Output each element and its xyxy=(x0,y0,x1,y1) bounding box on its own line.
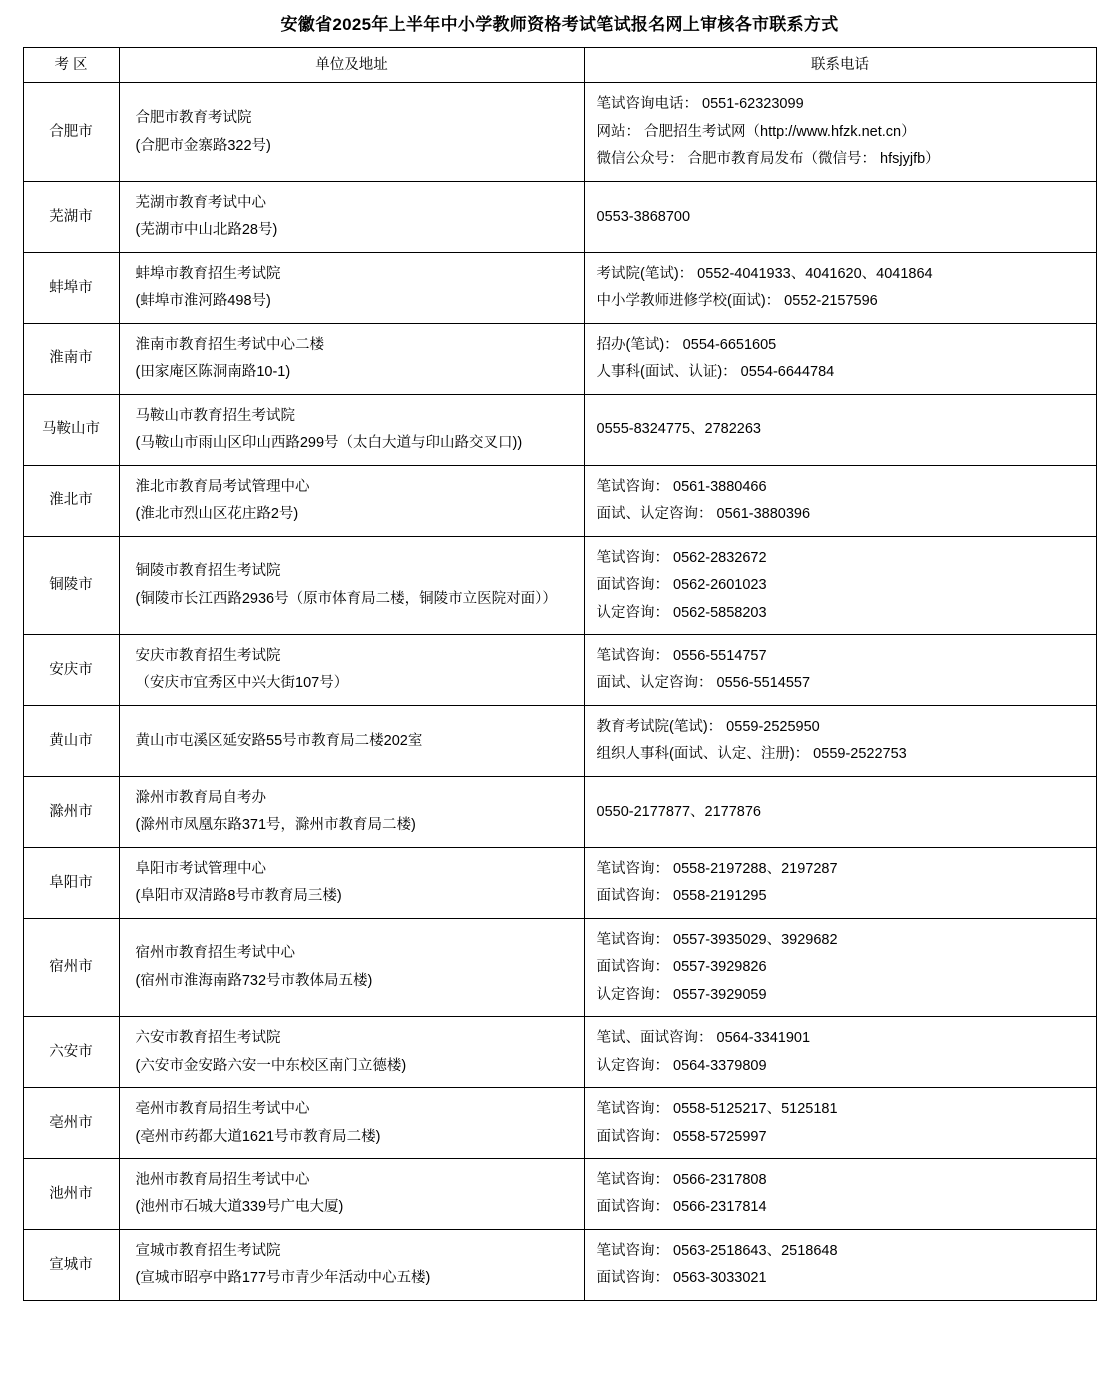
cell-phone xyxy=(584,323,1096,394)
table-header xyxy=(23,48,1096,83)
table-header-row xyxy=(23,48,1096,83)
phone-line: 笔试咨询： 0566-2317808 xyxy=(596,1172,767,1188)
unit-line: (阜阳市双清路8号市教育局三楼) xyxy=(135,888,342,905)
unit-line: 阜阳市考试管理中心 xyxy=(135,860,266,877)
cell-region: 宿州市 xyxy=(23,918,119,1016)
phone-line: 面试咨询： 0558-2191295 xyxy=(596,888,767,905)
cell-unit xyxy=(119,394,584,465)
cell-unit xyxy=(119,847,584,918)
cell-unit xyxy=(119,634,584,705)
table-row xyxy=(23,776,1096,847)
phone-line: 招办(笔试)： 0554-6651605 xyxy=(596,336,777,353)
unit-line: 铜陵市教育招生考试院 xyxy=(135,563,281,580)
column-header-unit: 单位及地址 xyxy=(119,48,584,83)
cell-unit xyxy=(119,323,584,394)
phone-line: 认定咨询： 0557-3929059 xyxy=(596,986,767,1003)
unit-line: (马鞍山市雨山区印山西路299号（太白大道与印山路交叉口)) xyxy=(135,435,523,452)
cell-phone xyxy=(584,1229,1096,1300)
phone-line: 0555-8324775、2782263 xyxy=(596,421,761,438)
unit-line: 芜湖市教育考试中心 xyxy=(135,194,266,211)
phone-line: 笔试咨询： 0557-3935029、3929682 xyxy=(596,931,838,948)
phone-line: 面试咨询： 0563-3033021 xyxy=(596,1270,767,1287)
cell-unit xyxy=(119,918,584,1016)
cell-region: 宣城市 xyxy=(23,1229,119,1300)
cell-region: 马鞍山市 xyxy=(23,394,119,465)
phone-line: 微信公众号： 合肥市教育局发布（微信号： hfsjyjfb） xyxy=(596,151,940,168)
table-row xyxy=(23,83,1096,181)
cell-phone xyxy=(584,1017,1096,1088)
phone-line: 面试咨询： 0562-2601023 xyxy=(596,577,767,594)
cell-phone xyxy=(584,465,1096,536)
cell-unit xyxy=(119,705,584,776)
cell-unit xyxy=(119,1229,584,1300)
column-header-region: 考 区 xyxy=(23,48,119,83)
phone-line: 组织人事科(面试、认定、注册)： 0559-2522753 xyxy=(596,746,907,763)
unit-line: (淮北市烈山区花庄路2号) xyxy=(135,506,299,523)
phone-line: 面试咨询： 0566-2317814 xyxy=(596,1199,767,1216)
phone-line: 人事科(面试、认证)： 0554-6644784 xyxy=(596,364,835,381)
cell-region: 铜陵市 xyxy=(23,536,119,634)
unit-line: (池州市石城大道339号广电大厦) xyxy=(135,1199,344,1216)
cell-phone xyxy=(584,252,1096,323)
phone-line: 中小学教师进修学校(面试)： 0552-2157596 xyxy=(596,293,878,310)
table-row xyxy=(23,465,1096,536)
table-row xyxy=(23,705,1096,776)
unit-line: (宿州市淮海南路732号市教体局五楼) xyxy=(135,972,373,989)
cell-phone xyxy=(584,181,1096,252)
cell-phone xyxy=(584,394,1096,465)
phone-line: 笔试咨询： 0558-2197288、2197287 xyxy=(596,860,838,877)
cell-phone xyxy=(584,1159,1096,1230)
unit-line: (合肥市金寨路322号) xyxy=(135,137,271,154)
table-row xyxy=(23,323,1096,394)
phone-line: 教育考试院(笔试)： 0559-2525950 xyxy=(596,718,820,735)
cell-phone xyxy=(584,776,1096,847)
cell-region: 安庆市 xyxy=(23,634,119,705)
unit-line: （安庆市宜秀区中兴大街107号） xyxy=(135,675,349,692)
unit-line: 蚌埠市教育招生考试院 xyxy=(135,265,281,282)
unit-line: 合肥市教育考试院 xyxy=(135,110,252,127)
cell-region: 滁州市 xyxy=(23,776,119,847)
unit-line: (芜湖市中山北路28号) xyxy=(135,222,278,239)
table-row xyxy=(23,918,1096,1016)
table-row xyxy=(23,394,1096,465)
cell-phone xyxy=(584,634,1096,705)
table-row xyxy=(23,536,1096,634)
unit-line: 淮南市教育招生考试中心二楼 xyxy=(135,336,324,353)
phone-line: 考试院(笔试)： 0552-4041933、4041620、4041864 xyxy=(596,265,933,282)
table-row xyxy=(23,1159,1096,1230)
phone-line: 笔试咨询： 0556-5514757 xyxy=(596,647,767,664)
cell-unit xyxy=(119,252,584,323)
unit-line: (亳州市药都大道1621号市教育局二楼) xyxy=(135,1128,381,1145)
phone-line: 笔试咨询： 0562-2832672 xyxy=(596,549,767,566)
cell-unit xyxy=(119,83,584,181)
table-row xyxy=(23,634,1096,705)
unit-line: (宣城市昭亭中路177号市青少年活动中心五楼) xyxy=(135,1270,431,1287)
unit-line: 安庆市教育招生考试院 xyxy=(135,647,281,664)
cell-region: 池州市 xyxy=(23,1159,119,1230)
cell-unit xyxy=(119,181,584,252)
phone-line: 笔试咨询电话： 0551-62323099 xyxy=(596,96,804,113)
cell-phone xyxy=(584,83,1096,181)
unit-line: 宣城市教育招生考试院 xyxy=(135,1242,281,1259)
unit-line: 宿州市教育招生考试中心 xyxy=(135,945,295,962)
cell-unit xyxy=(119,1088,584,1159)
unit-line: (六安市金安路六安一中东校区南门立德楼) xyxy=(135,1057,407,1074)
phone-line: 0550-2177877、2177876 xyxy=(596,803,761,820)
contact-table xyxy=(23,47,1097,1301)
phone-line: 面试、认定咨询： 0556-5514557 xyxy=(596,675,811,692)
column-header-phone: 联系电话 xyxy=(584,48,1096,83)
cell-phone xyxy=(584,1088,1096,1159)
phone-line: 笔试咨询： 0561-3880466 xyxy=(596,478,767,495)
phone-line: 0553-3868700 xyxy=(596,208,691,225)
phone-line: 笔试咨询： 0563-2518643、2518648 xyxy=(596,1242,838,1259)
table-row xyxy=(23,847,1096,918)
unit-line: (滁州市凤凰东路371号，滁州市教育局二楼) xyxy=(135,817,416,834)
cell-unit xyxy=(119,465,584,536)
table-body xyxy=(23,83,1096,1300)
cell-region: 六安市 xyxy=(23,1017,119,1088)
cell-phone xyxy=(584,847,1096,918)
page-title: 安徽省2025年上半年中小学教师资格考试笔试报名网上审核各市联系方式 xyxy=(280,15,839,34)
cell-region: 黄山市 xyxy=(23,705,119,776)
cell-region: 蚌埠市 xyxy=(23,252,119,323)
cell-region: 合肥市 xyxy=(23,83,119,181)
unit-line: (蚌埠市淮河路498号) xyxy=(135,293,271,310)
unit-line: (田家庵区陈洞南路10-1) xyxy=(135,364,291,381)
unit-line: 池州市教育局招生考试中心 xyxy=(135,1172,310,1188)
unit-line: 亳州市教育局招生考试中心 xyxy=(135,1101,310,1118)
phone-line: 笔试咨询： 0558-5125217、5125181 xyxy=(596,1101,838,1118)
phone-line: 面试、认定咨询： 0561-3880396 xyxy=(596,506,811,523)
cell-phone xyxy=(584,705,1096,776)
table-row xyxy=(23,1229,1096,1300)
phone-line: 笔试、面试咨询： 0564-3341901 xyxy=(596,1030,811,1047)
unit-line: 淮北市教育局考试管理中心 xyxy=(135,478,310,495)
table-row xyxy=(23,1017,1096,1088)
cell-region: 芜湖市 xyxy=(23,181,119,252)
cell-unit xyxy=(119,1017,584,1088)
phone-line: 网站： 合肥招生考试网（http://www.hfzk.net.cn） xyxy=(596,123,916,140)
table-row xyxy=(23,252,1096,323)
cell-phone xyxy=(584,536,1096,634)
cell-region: 阜阳市 xyxy=(23,847,119,918)
unit-line: (铜陵市长江西路2936号（原市体育局二楼，铜陵市立医院对面）） xyxy=(135,590,557,607)
unit-line: 滁州市教育局自考办 xyxy=(135,789,266,806)
cell-phone xyxy=(584,918,1096,1016)
cell-region: 亳州市 xyxy=(23,1088,119,1159)
cell-unit xyxy=(119,1159,584,1230)
table-row xyxy=(23,181,1096,252)
unit-line: 黄山市屯溪区延安路55号市教育局二楼202室 xyxy=(135,732,423,749)
cell-region: 淮南市 xyxy=(23,323,119,394)
phone-line: 认定咨询： 0564-3379809 xyxy=(596,1057,767,1074)
cell-region: 淮北市 xyxy=(23,465,119,536)
phone-line: 面试咨询： 0558-5725997 xyxy=(596,1128,767,1145)
table-row xyxy=(23,1088,1096,1159)
cell-unit xyxy=(119,536,584,634)
phone-line: 认定咨询： 0562-5858203 xyxy=(596,604,767,621)
cell-unit xyxy=(119,776,584,847)
phone-line: 面试咨询： 0557-3929826 xyxy=(596,959,767,976)
unit-line: 六安市教育招生考试院 xyxy=(135,1030,281,1047)
unit-line: 马鞍山市教育招生考试院 xyxy=(135,407,295,424)
